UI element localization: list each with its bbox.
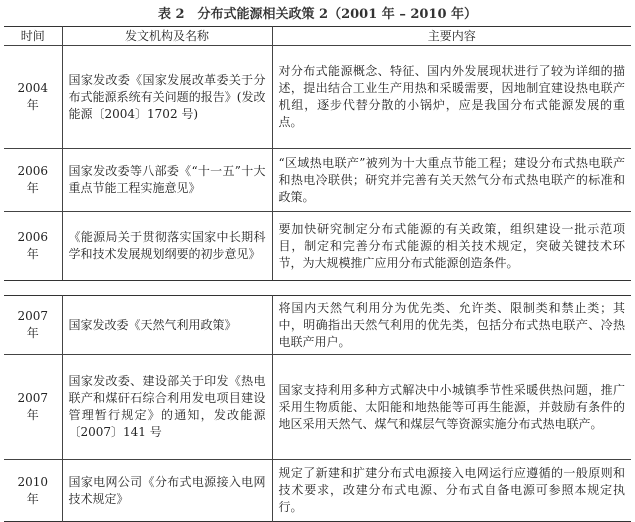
policy-table-part-1 xyxy=(4,26,631,281)
table-header-row xyxy=(4,27,631,46)
table-row xyxy=(4,212,631,281)
table-row xyxy=(4,460,631,522)
table-row xyxy=(4,46,631,149)
row-year: 2010 年 xyxy=(4,460,62,522)
table-row xyxy=(4,149,631,212)
table-caption: 表 2 分布式能源相关政策 2（2001 年 – 2010 年） xyxy=(157,7,478,22)
row-issuer: 国家电网公司《分布式电源接入电网技术规定》 xyxy=(62,460,272,522)
header-issuer: 发文机构及名称 xyxy=(62,27,272,46)
row-issuer: 《能源局关于贯彻落实国家中长期科学和技术发展规划纲要的初步意见》 xyxy=(62,212,272,281)
row-issuer: 国家发改委《天然气利用政策》 xyxy=(62,296,272,355)
row-content: 规定了新建和扩建分布式电源接入电网运行应遵循的一般原则和技术要求，改建分布式电源、分布式自备电源可参照本规定执行。 xyxy=(278,466,625,514)
row-issuer: 国家发改委《国家发展改革委关于分布式能源系统有关问题的报告》(发改能源〔2004〕1702 号) xyxy=(62,46,272,149)
row-year: 2006 年 xyxy=(4,212,62,281)
row-year: 2007 年 xyxy=(4,296,62,355)
row-year: 2006 年 xyxy=(4,149,62,212)
policy-table-part-2 xyxy=(4,295,631,522)
row-content: 国家支持利用多种方式解决中小城镇季节性采暖供热问题，推广采用生物质能、太阳能和地热能等可再生能源，并鼓励有条件的地区采用天然气、煤气和煤层气等资源实施分布式热电联产。 xyxy=(272,355,631,460)
row-issuer: 国家发改委等八部委《“十一五”十大重点节能工程实施意见》 xyxy=(62,149,272,212)
row-content: 要加快研究制定分布式能源的有关政策，组织建设一批示范项目，制定和完善分布式能源的相关技术规定，突破关键技术环节，为大规模推广应用分布式能源创造条件。 xyxy=(272,212,631,281)
table-row xyxy=(4,355,631,460)
row-content: 将国内天然气利用分为优先类、允许类、限制类和禁止类；其中，明确指出天然气利用的优先类，包括分布式热电联产、冷热电联产用户。 xyxy=(272,296,631,355)
row-year: 2004 年 xyxy=(4,46,62,149)
header-content: 主要内容 xyxy=(272,27,631,46)
table-row xyxy=(4,296,631,355)
row-issuer: 国家发改委、建设部关于印发《热电联产和煤矸石综合利用发电项目建设管理暂行规定》的通知，发改能源〔2007〕141 号 xyxy=(62,355,272,460)
row-year: 2007 年 xyxy=(4,355,62,460)
row-content: “区域热电联产”被列为十大重点节能工程；建设分布式热电联产和热电冷联供；研究并完善有关天然气分布式热电联产的标准和政策。 xyxy=(272,149,631,212)
header-time: 时间 xyxy=(4,27,62,46)
row-content: 对分布式能源概念、特征、国内外发展现状进行了较为详细的描述，提出结合工业生产用热和采暖需要，因地制宜建设热电联产机组，逐步代替分散的小锅炉，应是我国分布式能源发展的重点。 xyxy=(272,46,631,149)
